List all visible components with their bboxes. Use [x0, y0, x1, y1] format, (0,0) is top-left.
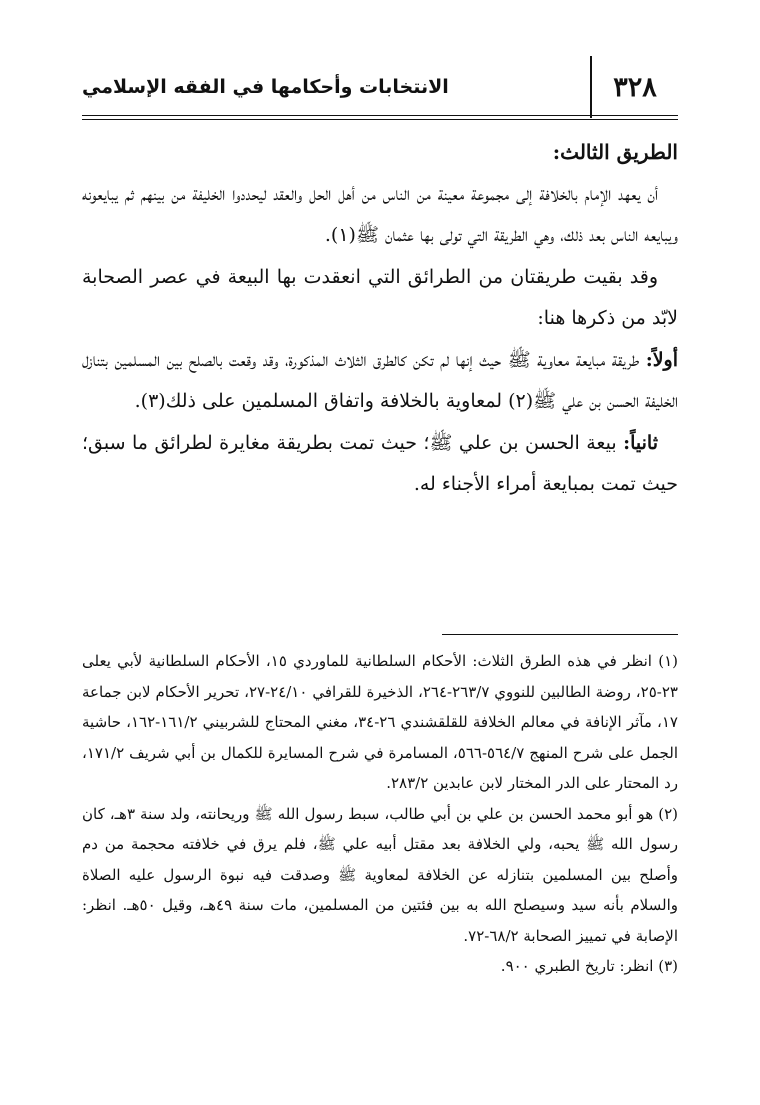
paragraph-4 [82, 423, 678, 506]
running-title: الانتخابات وأحكامها في الفقه الإسلامي [82, 76, 449, 98]
footnote-1: (١) انظر في هذه الطرق الثلاث: الأحكام السلطانية للماوردي ١٥، الأحكام السلطانية لأبي يعلى ٢٣-٢٥، روضة الطالبين للنووي ٢٦٣/٧-٢٦٤، الذخيرة للقرافي ٢٤/١٠-٢٧، تحرير الأحكام لابن جماعة ١٧، مآثر الإنافة في معالم الخلافة للقلقشندي ٢٦-٣٤، مغني المحتاج للشربيني ١٦١/٢-١٦٢، حاشية الجمل على شرح المنهج ٥٦٤/٧-٥٦٦، المسامرة في شرح المسايرة للكمال بن أبي شريف ١٧١/٢، رد المحتار على الدر المختار لابن عابدين ٢٨٣/٢. [82, 652, 678, 792]
paragraph-4-text: بيعة الحسن بن علي ﷺ؛ حيث تمت بطريقة مغايرة لطرائق ما سبق؛ حيث تمت بمبايعة أمراء الأجناء له. [82, 431, 678, 495]
footnotes [82, 646, 678, 982]
paragraph-2: وقد بقيت طريقتان من الطرائق التي انعقدت بها البيعة في عصر الصحابة لابّد من ذكرها هنا: [82, 265, 678, 329]
footnote-3: (٣) انظر: تاريخ الطبري ٩٠٠. [500, 957, 678, 975]
paragraph-3-text: طريقة مبايعة معاوية ﷺ حيث إنها لم تكن كالطرق الثلاث المذكورة، وقد وقعت بالصلح بين المسلمين بتنازل الخليفة الحسن بن علي ﷺ(٢) لمعاوية بالخلافة واتفاق المسلمين على ذلك(٣). [82, 348, 678, 412]
main-text [82, 132, 678, 506]
footnote-2: (٢) هو أبو محمد الحسن بن علي بن أبي طالب، سبط رسول الله ﷺ وريحانته، ولد سنة ٣هـ، كان رسول الله ﷺ يحبه، ولي الخلافة بعد مقتل أبيه علي ﷺ، فلم يرق في خلافته محجمة من دم وأصلح بين المسلمين بتنازله عن الخلافة لمعاوية ﷺ وصدقت فيه نبوة الرسول عليه الصلاة والسلام بأنه سيد وسيصلح الله به بين فئتين من المسلمين، مات سنة ٤٩هـ، وقيل ٥٠هـ. انظر: الإصابة في تمييز الصحابة ٦٨/٢-٧٢. [82, 804, 678, 945]
page-header [82, 56, 678, 120]
section-heading: الطريق الثالث: [552, 140, 678, 164]
paragraph-3-lead: أولاً: [645, 348, 678, 371]
header-rule [82, 115, 678, 120]
paragraph-3 [82, 340, 678, 423]
page-number: ٣٢٨ [590, 56, 678, 118]
paragraph-1: أن يعهد الإمام بالخلافة إلى مجموعة معينة من الناس من أهل الحل والعقد ليحددوا الخليفة من بينهم ثم يبايعونه ويبايعه الناس بعد ذلك، وهي الطريقة التي تولى بها عثمان ﷺ(١). [82, 182, 678, 246]
footnote-separator [442, 634, 678, 635]
paragraph-4-lead: ثانياً: [623, 431, 658, 454]
